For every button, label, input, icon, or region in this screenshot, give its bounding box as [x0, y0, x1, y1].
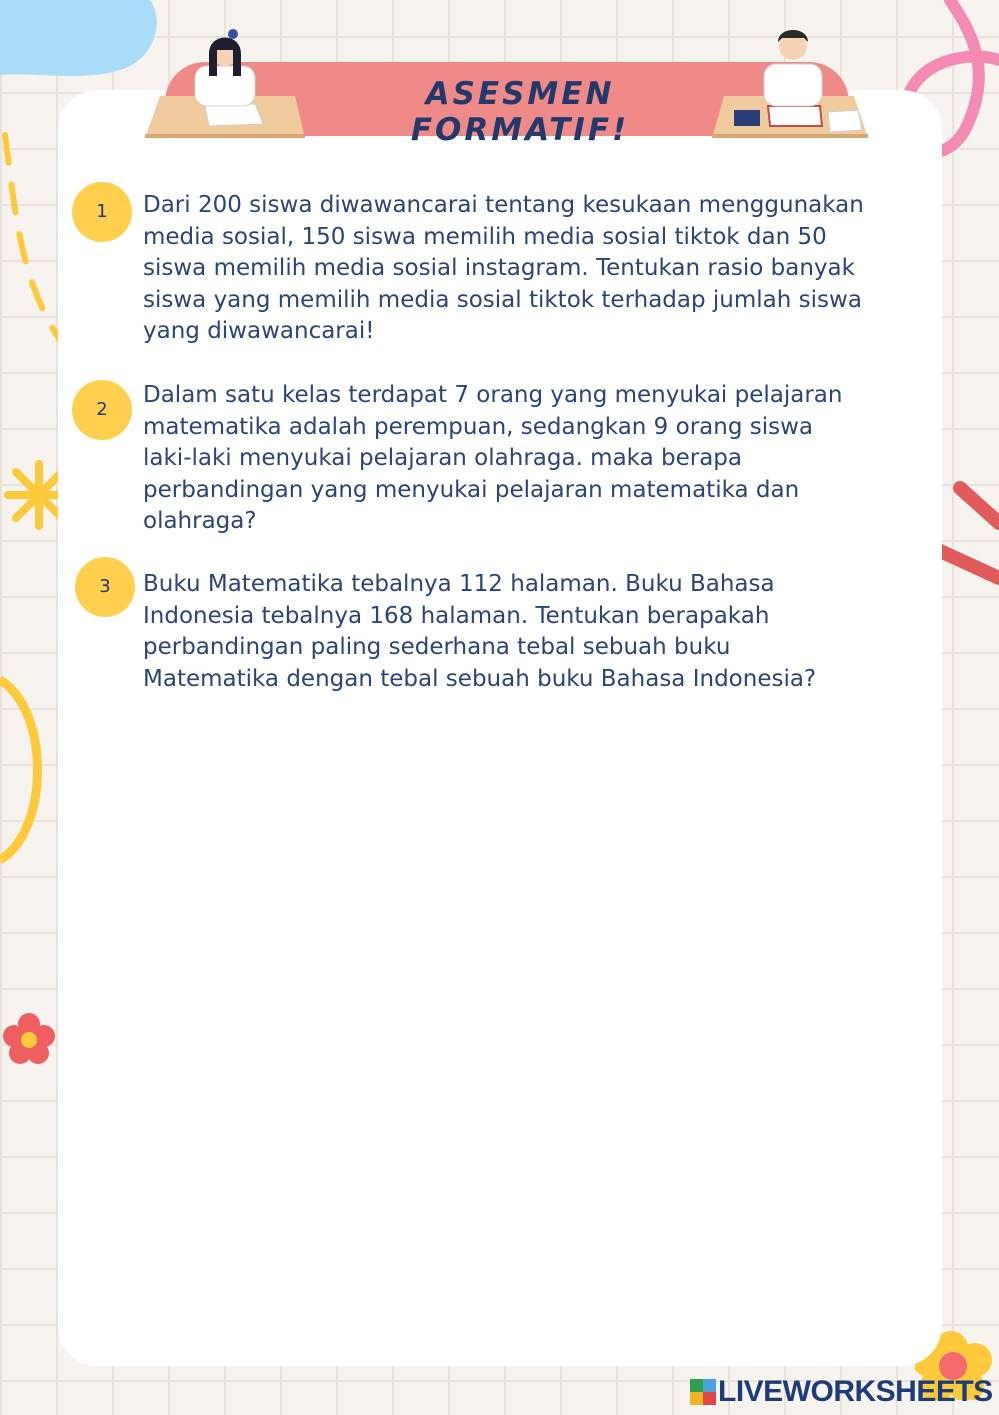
brand-name: LIVEWORKSHEETS — [718, 1375, 993, 1408]
question-number-badge: 2 — [72, 380, 132, 440]
question-text: Dalam satu kelas terdapat 7 orang yang menyukai pelajaran matematika adalah perempuan, sedangkan 9 orang siswa laki-laki menyukai pelajaran olahraga. maka berapa perbandingan yang menyukai pelajaran matematika dan olahraga? — [143, 382, 843, 534]
liveworksheets-footer[interactable] — [690, 1372, 993, 1412]
question-text: Buku Matematika tebalnya 112 halaman. Buku Bahasa Indonesia tebalnya 168 halaman. Tentukan berapakah perbandingan paling sederhana tebal sebuah buku Matematika dengan tebal sebuah buku Bahasa Indonesia? — [143, 571, 817, 692]
desk-left-illustration — [145, 24, 310, 140]
yellow-arc-decoration — [0, 670, 50, 870]
question-number-badge: 1 — [72, 182, 132, 242]
flower-left-decoration — [2, 1012, 56, 1066]
question-number-badge: 3 — [75, 557, 135, 617]
logo-square — [690, 1379, 703, 1392]
question-text: Dari 200 siswa diwawancarai tentang kesukaan menggunakan media sosial, 150 siswa memilih media sosial tiktok dan 50 siswa memilih media sosial instagram. Tentukan rasio banyak siswa yang memilih media sosial tiktok terhadap jumlah siswa yang diwawancarai! — [143, 192, 864, 344]
page-title: ASESMEN FORMATIF! — [410, 76, 630, 148]
logo-square — [703, 1392, 716, 1405]
liveworksheets-logo-icon — [690, 1379, 716, 1405]
logo-square — [690, 1392, 703, 1405]
desk-right-illustration — [712, 24, 870, 140]
logo-square — [703, 1379, 716, 1392]
